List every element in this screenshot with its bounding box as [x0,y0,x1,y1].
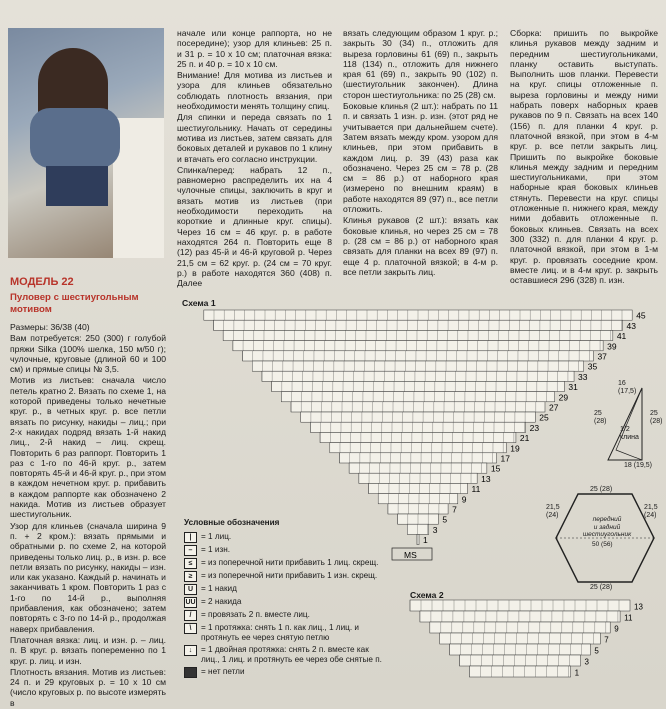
legend-symbol: | [184,532,197,543]
row-number: 31 [568,382,578,393]
row-number: 1 [574,668,580,678]
row-number: 43 [626,320,636,331]
legend [184,518,384,680]
chart-row [272,381,565,391]
construction-paragraph: Для спинки и переда связать по 1 шестиугольнику. Начать от середины мотива из листьев, затем связать для боковых деталей и рукавов по 1 клину и втачать его согласно инструкции. [177,112,332,164]
hex-left-dim: 21,5 (24) [546,504,560,519]
chart-row [291,402,545,412]
model-subtitle: Пуловер с шестиугольным мотивом [10,292,139,315]
back-front-paragraph: Спинка/перед: набрать 12 п., равномерно распределить их на 4 чулочные спицы, заключить в круг и вязать мотив из листьев (при необходимости переходить на короткие и длинные круг. спицы). Через 16 см = 46 круг. р. в работе находятся 264 п. Повторить еще 8 (12) раз 45-й и 46-й круговой р. Через 21,5 см = 62 круг. р. (24 см = 70 круг. р.) в работе находятся 360 (408) п. Далее [177,164,332,289]
chart-row [378,494,458,504]
gusset-label: 1/2 клина [620,426,639,441]
legend-symbol [184,667,197,678]
legend-item [184,645,384,665]
text-column-2 [177,28,332,289]
hex-center-size: 50 (56) [592,541,613,548]
chart-row [407,524,428,534]
legend-symbol: – [184,545,197,556]
legend-symbol: ↓ [184,645,197,656]
legend-symbol: U [184,584,197,595]
chart-row [233,341,603,351]
legend-text: = 2 накида [201,597,242,606]
row-number: 5 [594,646,599,656]
row-number: 37 [597,351,607,362]
row-number: 25 [539,412,549,423]
row-number: 11 [471,484,481,495]
gauge-cont-paragraph: начале или конце раппорта, но не посередине); узор для клиньев: 25 п. и 31 р. = 10 x 10 см; платочная вязка: 25 п. и 40 р. = 10 x 10 см. [177,28,332,69]
schema-1-title: Схема 1 [182,298,216,308]
legend-text: = из поперечной нити прибавить 1 лиц. скрещ. [201,558,379,567]
chart-row [460,655,581,666]
legend-symbol: UU [185,599,196,606]
schema-2-chart [408,598,664,684]
legend-item [184,623,384,643]
leaf-motif-paragraph: Мотив из листьев: сначала число петель кратно 2. Вязать по схеме 1, на которой приведены только нечетные круг. р., в четных круг. р. все петли вязать по рисунку, накиды – лиц.; при 2-х накидах подряд вязать 1-й накид лиц., 2-й накид – лиц. скрещ. Повторить 6 раз раппорт. Повторить 1 раз с 1-го по 46-й круг. р., затем повторять 45-й и 46-й круг. р., при этом в каждом нечетном круг. р. прибавить в каждом раппорте как обозначено 2 накида. Мотив из листьев образует шестиугольник. [10,375,166,520]
row-number: 13 [481,473,491,484]
chart-row [310,422,525,432]
row-number: 9 [614,624,619,634]
row-number: 9 [461,494,467,505]
row-number: 17 [500,453,511,464]
text-column-1 [10,322,166,709]
hex-bottom-dim: 25 (28) [590,584,613,591]
legend-item [184,571,384,582]
chart-row [430,622,610,633]
chart-row [243,351,594,361]
chart-row [450,644,591,655]
chart-row [252,361,584,371]
legend-symbol: ≥ [184,571,197,582]
legend-symbol: / [184,610,197,621]
chart-row [420,611,620,622]
text-column-3 [343,28,498,278]
legend-text: = 1 изн. [201,545,231,554]
chart-row [349,463,487,473]
legend-symbol: \ [184,623,197,634]
row-number: 23 [529,422,540,433]
gusset-top-dim: 16 (17,5) [618,380,637,395]
chart-row [301,412,536,422]
legend-text: = из поперечной нити прибавить 1 изн. скрещ. [201,571,378,580]
chart-row [417,534,419,544]
row-number: 5 [442,514,448,525]
row-number: 13 [634,602,643,612]
row-number: 7 [452,504,457,515]
gusset-bottom-dim: 18 (19,5) [624,462,653,469]
sizes-paragraph: Размеры: 36/38 (40) [10,322,90,332]
gusset-pattern-paragraph: Узор для клиньев (сначала ширина 9 п. + 2 кром.): вязать прямыми и обратными р. по схеме 2, на которой приведены только лиц. р., в изн. р. все петли вязать по рисунку, накиды – изн. или как указано. Каждый р. начинать и заканчивать 1 кром. Повторить 1 раз с 1-го по 14-й р., выполняя прибавления, как обозначено; затем повторять с 3-го по 14-й р., продолжая наверх прибавления. [10,520,166,634]
gauge-paragraph: Плотность вязания. Мотив из листьев: 24 п. и 29 круговых р. = 10 x 10 см (число круговых р. по высоте измерять в [10,666,166,708]
sleeve-gussets-paragraph: Клинья рукавов (2 шт.): вязать как боковые клинья, но через 25 см = 78 р. (28 см = 86 р.) от наборного края связать для планки на всех 89 (97) п. еще 4 р. платочной вязкой; в 4-м р. все петли закрыть лиц. [343,215,498,277]
legend-text: = 1 накид [201,584,237,593]
legend-item [184,584,384,595]
legend-text: = 1 двойная протяжка: снять 2 п. вместе как лиц., 1 лиц. и протянуть ее через обе снятые п. [201,645,382,664]
side-gussets-paragraph: Боковые клинья (2 шт.): набрать по 11 п. и связать 1 изн. р. изн. (этот ряд не учитывается при дальнейшем счете). Затем вязать между кром. узором для клиньев, при этом прибавить в каждом лиц. р. 39 (43) раза как обозначено. Через 25 см = 78 р. (28 см = 86 р.) от наборного края (измерено по внешним краям) в работе находятся 89 (97) п., все петли отложить. [343,101,498,215]
chart-row [330,443,506,453]
attention-paragraph: Внимание! Для мотива из листьев и узора для клиньев обязательно соблюдать плотность вязания, при необходимости менять толщину спиц. [177,70,332,112]
row-number: 3 [584,657,589,667]
garter-paragraph: Платочная вязка: лиц. и изн. р. – лиц. п. В круг. р. вязать попеременно по 1 круг. р. лиц. и изн. [10,634,166,666]
legend-text: = 1 протяжка: снять 1 п. как лиц., 1 лиц. и протянуть ее через снятую петлю [201,623,359,642]
hexagon-finish-paragraph: вязать следующим образом 1 круг. р.; закрыть 30 (34) п., отложить для выреза горловины 61 (69) п., закрыть 118 (134) п., отложить для нижнего края 61 (69) п., закрыть 90 (102) п. (шестиугольник закончен). Длина сторон шестиугольника: по 25 (28) см. [343,28,498,100]
gusset-right-dim: 25 (28) [650,410,663,425]
row-number: 1 [423,535,428,546]
chart-row [369,483,468,493]
legend-title: Условные обозначения [184,518,280,527]
row-number: 11 [624,613,633,623]
ms-label: MS [404,550,417,560]
row-number: 15 [490,463,501,474]
legend-item [184,532,384,543]
row-number: 33 [578,371,588,382]
row-number: 45 [636,310,646,321]
chart-row [281,392,554,402]
row-number: 7 [604,635,609,645]
row-number: 29 [558,392,569,403]
row-number: 39 [607,341,617,352]
assembly-paragraph: Сборка: пришить по выкройке клинья рукавов между задним и передним шестиугольниками, планку оставить выступать. Выполнить шов планки. Перевести на круг. спицы отложенные п. выреза горловины и между ними набрать поверх наборных краев рукавов по 9 п. Связать на всех 140 (156) п. для планки 4 круг. р. платочной вязкой, при этом в 4-м круг. р. все петли закрыть лиц. Пришить по выкройке боковые клинья между задним и передним шестиугольниками, при этом наборные края боковых клиньев стянуть. Перевести на круг. спицы отложенные п. нижнего края, между ними добавить отложенные п. боковых клиньев. Связать на всех 300 (332) п. для планки 4 круг. р. платочной вязкой, при этом в 1-м круг. р. провязать соседние кром. вместе лиц. и в 4-м круг. р. закрыть оставшиеся 296 (328) п. изн. [510,28,658,286]
gusset-left-dim: 25 (28) [594,410,607,425]
model-title: МОДЕЛЬ 22 [10,276,74,288]
legend-item [184,558,384,569]
legend-text: = провязать 2 п. вместе лиц. [201,610,310,619]
model-photo [8,28,164,258]
chart-row [320,432,516,442]
schema-2-title: Схема 2 [410,590,444,600]
row-number: 21 [519,433,530,444]
legend-text: = 1 лиц. [201,532,232,541]
row-number: 19 [510,443,520,454]
hex-center-label: передний и задний шестиугольник [582,516,632,538]
legend-text: = нет петли [201,667,245,676]
chart-row [359,473,477,483]
legend-item [184,667,384,678]
legend-item [184,610,384,621]
chart-row [440,633,601,644]
chart-row [223,330,613,340]
hex-top-dim: 25 (28) [590,486,613,493]
hex-right-dim: 21,5 (24) [644,504,658,519]
text-column-4 [510,28,658,286]
legend-item [184,545,384,556]
row-number: 3 [432,524,438,535]
row-number: 35 [587,361,598,372]
legend-symbol: ≤ [184,558,197,569]
chart-row [339,453,496,463]
row-number: 41 [616,331,627,342]
row-number: 27 [548,402,559,413]
materials-paragraph: Вам потребуется: 250 (300) г голубой пряжи Silka (100% шелка, 150 м/50 г); чулочные, круговые (длиной 60 и 100 см) и прямые спицы № 3,5. [10,333,166,375]
chart-row [469,666,570,677]
legend-item [184,597,384,608]
